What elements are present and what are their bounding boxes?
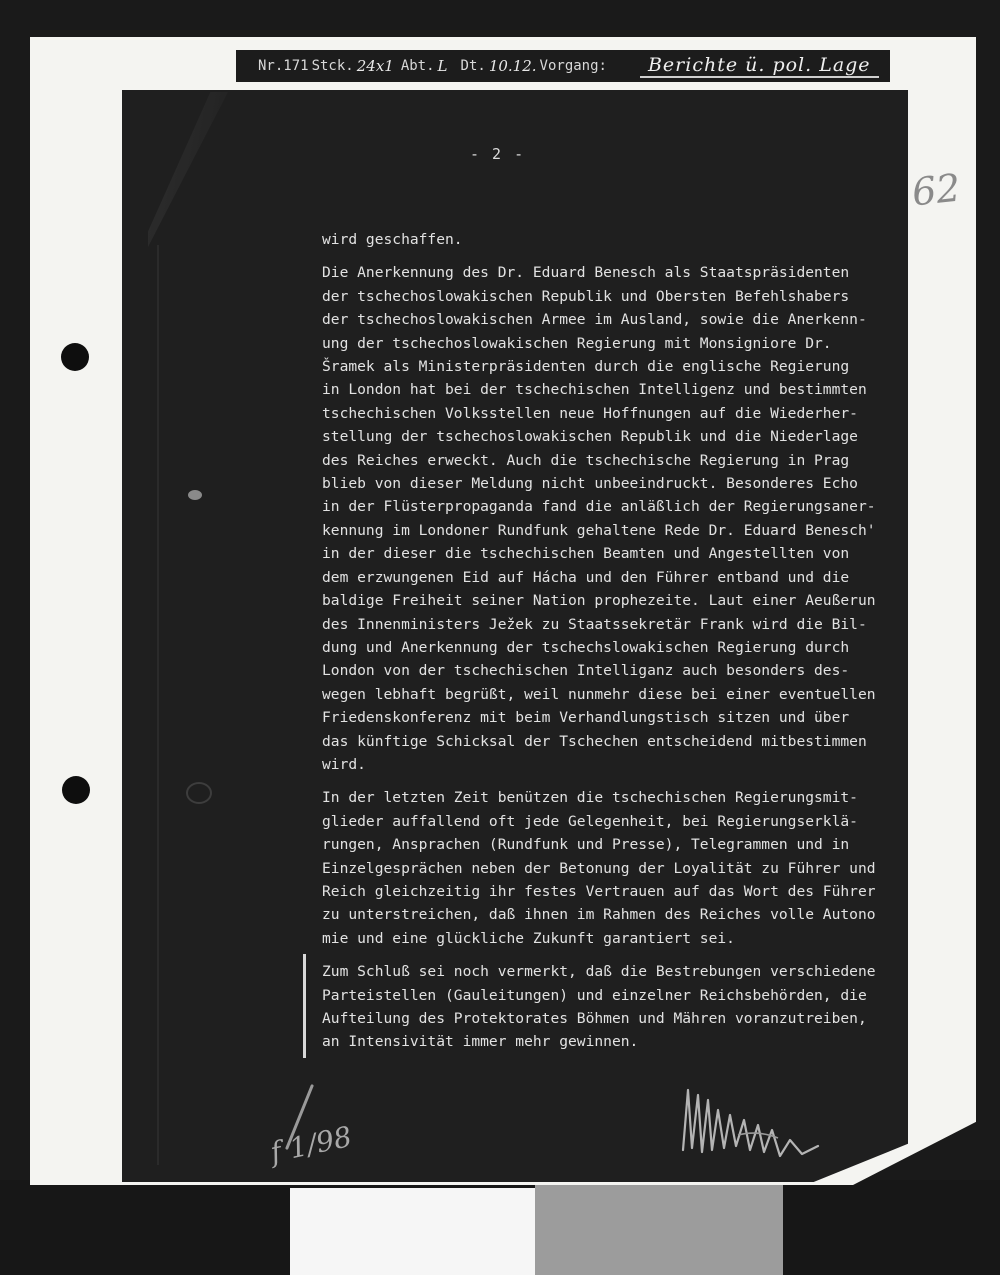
text-line: mie und eine glückliche Zukunft garantiert sei. <box>322 929 735 947</box>
folio-number: 62 <box>909 165 963 215</box>
text-line: das künftige Schicksal der Tschechen entscheidend mitbestimmen <box>322 732 867 750</box>
text-line: des Innenministers Ježek zu Staatssekretär Frank wird die Bil- <box>322 615 867 633</box>
text-line: In der letzten Zeit benützen die tschechischen Regierungsmit- <box>322 789 858 807</box>
text-line: Zum Schluß sei noch vermerkt, daß die Bestrebungen verschiedene <box>322 963 876 981</box>
text-line: wird geschaffen. <box>322 231 463 248</box>
handwritten-initials: f 1/98 <box>267 1119 355 1170</box>
text-line: zu unterstreichen, daß ihnen im Rahmen des Reiches volle Autono <box>322 906 876 924</box>
text-line: Aufteilung des Protektorates Böhmen und Mähren voranzutreiben, <box>322 1010 867 1027</box>
text-line: der tschechoslowakischen Republik und Obersten Befehlshabers <box>322 287 850 305</box>
text-line: in der dieser die tschechischen Beamten und Angestellten von <box>322 545 850 563</box>
text-line: kennung im Londoner Rundfunk gehaltene Rede Dr. Eduard Benesch' <box>322 521 876 539</box>
white-calibration-swatch <box>290 1188 535 1275</box>
text-line: Einzelgesprächen neben der Betonung der Loyalität zu Führer und <box>322 859 876 877</box>
paragraph <box>322 228 912 251</box>
page-number: - 2 - <box>470 145 526 163</box>
punch-hole <box>62 776 90 804</box>
text-line: London von der tschechischen Intelliganz auch besonders des- <box>322 662 850 680</box>
text-line: tschechischen Volksstellen neue Hoffnungen auf die Wiederher- <box>322 404 858 422</box>
text-line: blieb von dieser Meldung nicht unbeeindruckt. Besonderes Echo <box>322 475 858 493</box>
dt-label: Dt. <box>460 58 486 74</box>
paragraph <box>322 261 912 776</box>
text-line: rungen, Ansprachen (Rundfunk und Presse), Telegrammen und in <box>322 836 850 854</box>
text-line: des Reiches erweckt. Auch die tschechische Regierung in Prag <box>322 451 850 469</box>
text-line: Die Anerkennung des Dr. Eduard Benesch als Staatspräsidenten <box>322 264 850 282</box>
text-line: der tschechoslowakischen Armee im Ausland, sowie die Anerkenn- <box>322 311 867 329</box>
text-line: Parteistellen (Gauleitungen) und einzelner Reichsbehörden, die <box>322 986 867 1004</box>
abt-label: Abt. <box>400 58 435 74</box>
vorgang-value: Berichte ü. pol. Lage <box>640 54 879 78</box>
text-line: in der Flüsterpropaganda fand die anläßlich der Regierungsaner- <box>322 498 876 516</box>
vorgang-label: Vorgang: <box>539 58 607 74</box>
nr-label: Nr.171 <box>258 58 309 74</box>
abt-value: L <box>437 57 448 75</box>
punch-hole <box>61 343 89 371</box>
text-line: glieder auffallend oft jede Gelegenheit, bei Regierungserklä- <box>322 812 858 830</box>
document-body <box>322 228 912 1054</box>
staple-mark <box>188 490 202 500</box>
paragraph <box>322 786 912 950</box>
text-line: Reich gleichzeitig ihr festes Vertrauen auf das Wort des Führer <box>322 882 876 900</box>
gray-calibration-swatch <box>535 1183 783 1275</box>
dt-value: 10.12. <box>488 57 537 75</box>
text-line: wegen lebhaft begrüßt, weil nunmehr diese bei einer eventuellen <box>322 685 876 703</box>
margin-marker-line <box>303 954 306 1058</box>
text-line: dem erzwungenen Eid auf Hácha und den Führer entband und die <box>322 568 850 586</box>
handwritten-signature <box>678 1080 828 1170</box>
margin-line <box>157 245 159 1165</box>
text-line: in London hat bei der tschechischen Intelligenz und bestimmten <box>322 381 867 399</box>
text-line: stellung der tschechoslowakischen Republik und die Niederlage <box>322 428 858 446</box>
punch-shadow <box>186 782 212 804</box>
text-line: an Intensivität immer mehr gewinnen. <box>322 1033 639 1051</box>
stck-label: Stck. <box>311 58 354 74</box>
text-line: Friedenskonferenz mit beim Verhandlungstisch sitzen und über <box>322 709 850 727</box>
text-line: baldige Freiheit seiner Nation prophezeite. Laut einer Aeußerun <box>322 592 876 610</box>
text-line: Šramek als Ministerpräsidenten durch die englische Regierung <box>322 358 850 376</box>
text-line: ung der tschechoslowakischen Regierung mit Monsigniore Dr. <box>322 334 832 352</box>
paragraph <box>322 960 912 1054</box>
archive-header-strip <box>236 50 890 82</box>
text-line: wird. <box>322 755 366 773</box>
stck-value: 24x1 <box>356 57 394 75</box>
text-line: dung und Anerkennung der tschechslowakischen Regierung durch <box>322 638 850 656</box>
